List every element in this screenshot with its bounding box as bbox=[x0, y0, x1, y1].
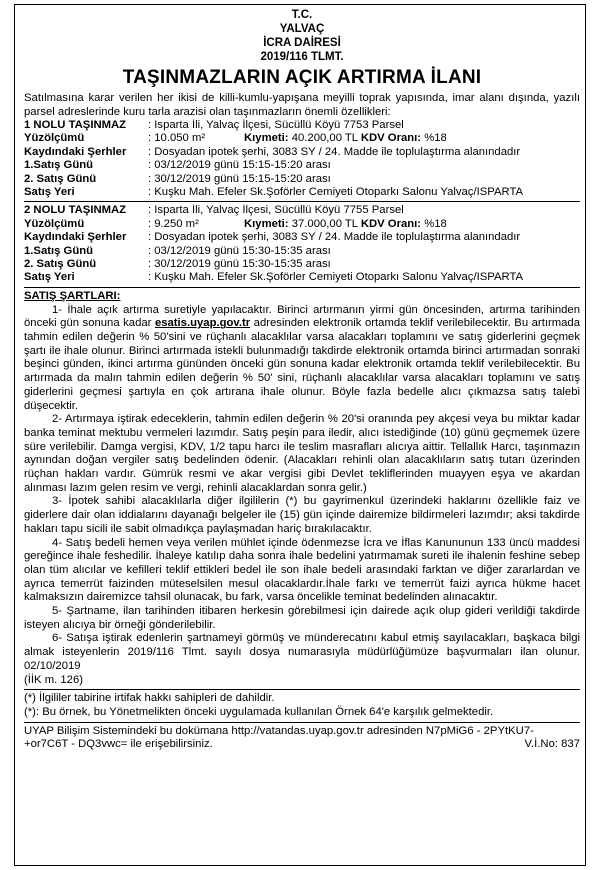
footer-vi-no: V.İ.No: 837 bbox=[524, 738, 580, 751]
header-file-no: 2019/116 TLMT. bbox=[260, 51, 344, 63]
footer-row bbox=[24, 738, 580, 752]
condition-1-text-a: 1- İhale açık artırma suretiyle yapılacaktır. Birinci artırmanın yirmi gün öncesinden, artırma tarihinden önceki gün sonuna kadar bbox=[24, 303, 580, 330]
sale2-value: : 30/12/2019 günü 15:15-15:20 arası bbox=[148, 172, 331, 185]
announcement-content bbox=[24, 8, 580, 752]
divider bbox=[24, 287, 580, 288]
property-row bbox=[24, 245, 580, 258]
sale-conditions bbox=[24, 290, 580, 720]
place-label: Satış Yeri bbox=[24, 186, 75, 199]
sale1-value: : 03/12/2019 günü 15:30-15:35 arası bbox=[148, 244, 331, 257]
intro-text: Satılmasına karar verilen her ikisi de killi-kumlu-yapışana meyilli toprak yapısında, imar alanı dışında, yazılı parsel adreslerinde kuru tarla arazisi olan taşınmazların önemli özellikleri: bbox=[24, 92, 580, 118]
condition-6: 6- Satışa iştirak edenlerin şartnameyi görmüş ve münderecatını kabul etmiş sayılacakları, başkaca bilgi almak isteyenlerin 2019/116 Tlmt. sayılı dosya numarasıyla müdürlüğümüze başvurmaları ilan olunur. 02/10/2019 bbox=[24, 632, 580, 672]
property-row bbox=[24, 146, 580, 159]
esatis-link[interactable]: esatis.uyap.gov.tr bbox=[154, 317, 251, 330]
kdv-rate: %18 bbox=[421, 217, 447, 230]
property-row bbox=[24, 271, 580, 284]
value-label: Kıymeti: bbox=[244, 132, 289, 145]
header-tc: T.C. bbox=[291, 9, 313, 21]
property-row bbox=[24, 119, 580, 132]
note-2: (*): Bu örnek, bu Yönetmelikten önceki uygulamada kullanılan Örnek 64'e karşılık gelmektedir. bbox=[24, 705, 494, 718]
condition-3: 3- İpotek sahibi alacaklılarla diğer ilgililerin (*) bu gayrimenkul üzerindeki haklarını özellikle faiz ve giderlere dair olan iddialarını dayanağı belgeler ile (15) gün içinde dairemize bildirmeleri lazımdır; aksi takdirde hakları tapu sicili ile sabit olmadıkça paylaşmadan hariç bırakılacaktır. bbox=[24, 495, 580, 535]
footer bbox=[24, 725, 580, 752]
encumbrance-value: : Dosyadan ipotek şerhi, 3083 SY / 24. Madde ile toplulaştırma alanındadır bbox=[148, 145, 521, 158]
place-value: : Kuşku Mah. Efeler Sk.Şoförler Cemiyeti Otoparkı Salonu Yalvaç/ISPARTA bbox=[148, 186, 524, 199]
kdv-rate: %18 bbox=[421, 132, 447, 145]
property-2 bbox=[24, 204, 580, 284]
property-no-label: 2 NOLU TAŞINMAZ bbox=[24, 204, 127, 217]
header-office: İCRA DAİRESİ bbox=[263, 37, 341, 49]
property-row bbox=[24, 231, 580, 244]
footer-access-code: +or7C6T - DQ3vwc= ile erişebilirsiniz. bbox=[24, 738, 213, 751]
property-no-label: 1 NOLU TAŞINMAZ bbox=[24, 119, 127, 131]
property-address: : Isparta İli, Yalvaç İlçesi, Sücüllü Köyü 7753 Parsel bbox=[148, 119, 404, 131]
sale1-label: 1.Satış Günü bbox=[24, 244, 94, 257]
encumbrance-value: : Dosyadan ipotek şerhi, 3083 SY / 24. Madde ile toplulaştırma alanındadır bbox=[148, 231, 521, 244]
condition-4: 4- Satış bedeli hemen veya verilen mühlet içinde ödenmezse İcra ve İflas Kanununun 133 üncü maddesi gereğince ihale feshedilir. İhaleye katılıp daha sonra ihale bedelini yatırmamak sureti ile ihalenin feshine sebep olan tüm alıcılar ve kefilleri teklif ettikleri bedel ile son ihale bedeli arasındaki farktan ve diğer zararlardan ve ayrıca temerrüt faizinden müteselsilen mesul olacaklardır.İhale farkı ve temerrüt faizi ayrıca hükme hacet kalmaksızın dairemizce tahsil olunacak, bu fark, varsa öncelikle teminat bedelinden alınacaktır. bbox=[24, 536, 580, 604]
place-value: : Kuşku Mah. Efeler Sk.Şoförler Cemiyeti Otoparkı Salonu Yalvaç/ISPARTA bbox=[148, 271, 524, 284]
property-row bbox=[24, 204, 580, 217]
area-value: : 10.050 m² bbox=[148, 132, 206, 145]
property-row bbox=[24, 186, 580, 199]
kdv-label: KDV Oranı: bbox=[360, 217, 422, 230]
place-label: Satış Yeri bbox=[24, 271, 75, 284]
property-address: : Isparta İli, Yalvaç İlçesi, Sücüllü Köyü 7755 Parsel bbox=[148, 204, 404, 217]
conditions-heading: SATIŞ ŞARTLARI: bbox=[24, 289, 121, 302]
encumbrance-label: Kaydındaki Şerhler bbox=[24, 231, 127, 244]
condition-1-text-b: adresinden elektronik ortamda teklif verilebilecektir. Bu artırmada tahmin edilen değerin % 50'sini ve rüçhanlı alacaklılar varsa alacakları toplamını ve satış giderlerini geçmek şartı ile ihale olunur. Birinci artırmada istekli bulunmadığı takdirde elektronik ortamda birinci artırmadan sonraki beşinci günden, ikinci artırma gününden önceki gün sonuna kadar elektronik ortamda teklif verilebilecektir. Bu artırmada da malın tahmin edilen değerin % 50' sini, rüçhanlı alacaklılar varsa alacakları toplamını ve satış giderlerini geçmesi şartıyla en çok artırana ihale olunur. Böyle fazla bedelle alıcı çıkmazsa satış talebi düşecektir. bbox=[24, 317, 580, 412]
footer-uyap-line: UYAP Bilişim Sistemindeki bu dokümana http://vatandas.uyap.gov.tr adresinden N7pMiG6 - 2PYtKU7- bbox=[24, 724, 534, 737]
sale1-value: : 03/12/2019 günü 15:15-15:20 arası bbox=[148, 159, 331, 172]
value-label: Kıymeti: bbox=[244, 217, 289, 230]
divider bbox=[24, 689, 580, 690]
header-block bbox=[24, 8, 580, 90]
sale1-label: 1.Satış Günü bbox=[24, 159, 94, 172]
encumbrance-label: Kaydındaki Şerhler bbox=[24, 145, 127, 158]
property-1 bbox=[24, 119, 580, 199]
condition-1 bbox=[24, 304, 580, 414]
area-label: Yüzölçümü bbox=[24, 132, 85, 145]
page-title: TAŞINMAZLARIN AÇIK ARTIRMA İLANI bbox=[122, 67, 482, 88]
area-label: Yüzölçümü bbox=[24, 217, 85, 230]
note-1: (*) İlgililer tabirine irtifak hakkı sahipleri de dahildir. bbox=[24, 692, 275, 705]
divider bbox=[24, 722, 580, 723]
property-row bbox=[24, 218, 580, 231]
divider bbox=[24, 201, 580, 202]
value-amount: 37.000,00 TL bbox=[288, 217, 361, 230]
value-amount: 40.200,00 TL bbox=[288, 132, 361, 145]
condition-5: 5- Şartname, ilan tarihinden itibaren herkesin görebilmesi için dairede açık olup gideri verildiği takdirde isteyen alıcıya bir örneği gönderilebilir. bbox=[24, 605, 580, 631]
header-town: YALVAÇ bbox=[279, 23, 325, 35]
law-reference: (İİK m. 126) bbox=[24, 673, 84, 686]
area-value: : 9.250 m² bbox=[148, 217, 199, 230]
kdv-label: KDV Oranı: bbox=[360, 132, 422, 145]
property-row bbox=[24, 159, 580, 172]
property-row bbox=[24, 173, 580, 186]
property-row bbox=[24, 258, 580, 271]
property-row bbox=[24, 132, 580, 145]
sale2-value: : 30/12/2019 günü 15:30-15:35 arası bbox=[148, 258, 331, 271]
sale2-label: 2. Satış Günü bbox=[24, 172, 97, 185]
condition-2: 2- Artırmaya iştirak edeceklerin, tahmin edilen değerin % 20'si oranında pey akçesi veya bu miktar kadar banka teminat mektubu vermeleri lazımdır. Satış peşin para iledir, alıcı istediğinde (10) günü geçmemek üzere süre verilebilir. Damga vergisi, KDV, 1/2 tapu harcı ile teslim masrafları alıcıya aittir. Tellallık Harcı, taşınmazın aynından doğan vergiler satış bedelinden ödenir. (Alacakları rehinli olan alacaklıların satış tutarı üzerinden rüçhan hakları vardır. Gümrük resmi ve akar vergisi gibi Devlet tekliflerinden muayyen eşya ve akardan alınması lazım gelen resim ve vergi, rehinli alacaklardan sonra gelir.) bbox=[24, 413, 580, 494]
sale2-label: 2. Satış Günü bbox=[24, 258, 97, 271]
